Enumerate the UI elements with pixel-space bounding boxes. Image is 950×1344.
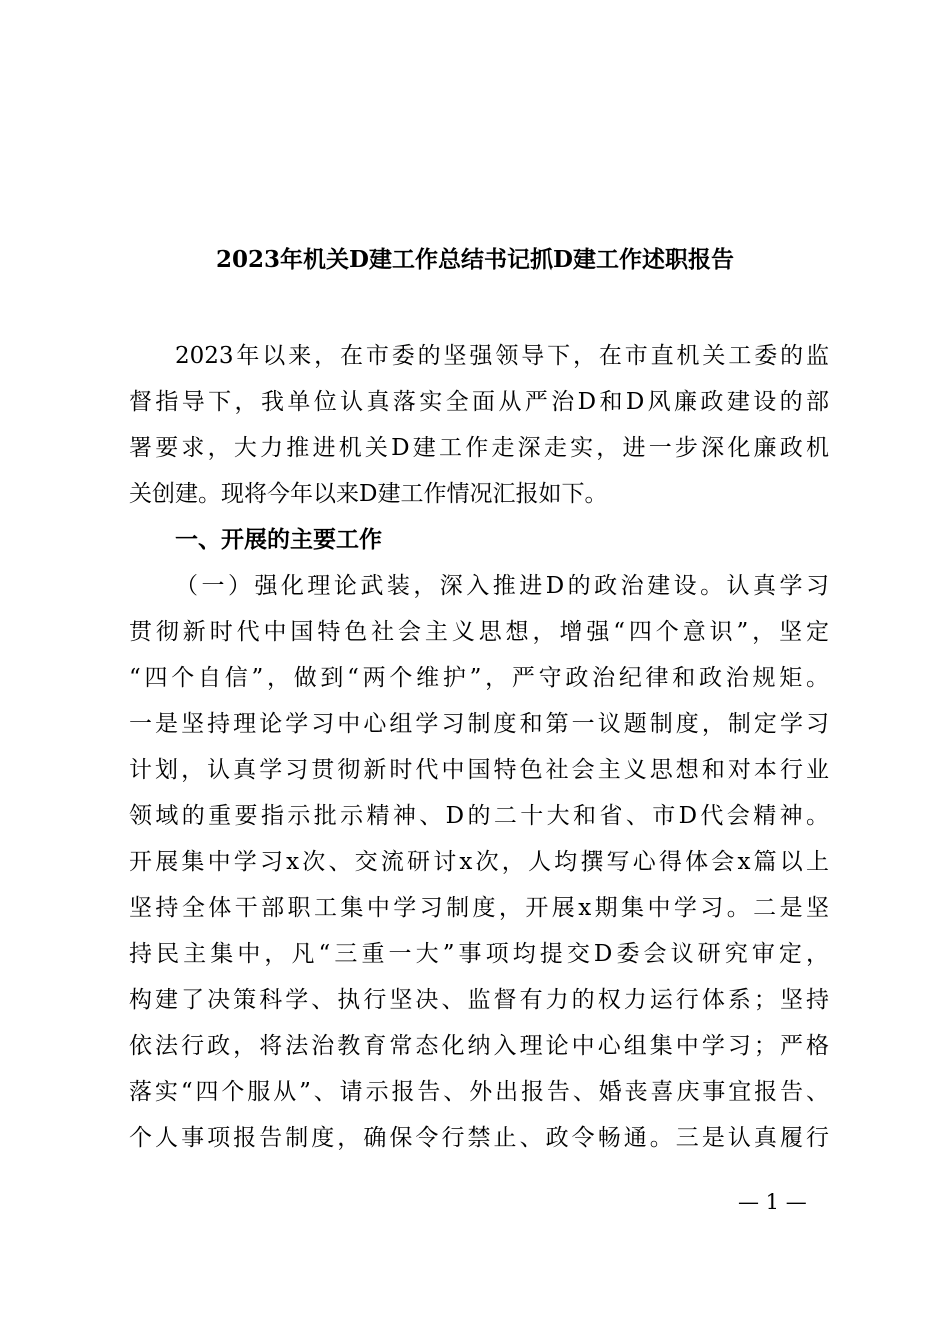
paragraph-line: 署要求，大力推进机关D建工作走深走实，进一步深化廉政机	[129, 435, 829, 461]
paragraph-line: 落实“四个服从”、请示报告、外出报告、婚丧喜庆事宜报告、	[129, 1079, 829, 1105]
page-number: — 1 —	[738, 1190, 807, 1214]
paragraph-line: 关创建。现将今年以来D建工作情况汇报如下。	[129, 481, 608, 507]
paragraph-line: “四个自信”，做到“两个维护”，严守政治纪律和政治规矩。	[129, 665, 829, 691]
paragraph-line: 坚持全体干部职工集中学习制度，开展x期集中学习。二是坚	[129, 895, 829, 921]
paragraph-line: 督指导下，我单位认真落实全面从严治D和D风廉政建设的部	[129, 389, 829, 415]
paragraph-line: 开展集中学习x次、交流研讨x次，人均撰写心得体会x篇以上	[129, 849, 829, 875]
paragraph-line: 2023年以来，在市委的坚强领导下，在市直机关工委的监	[175, 343, 829, 369]
document-body	[129, 333, 829, 1161]
paragraph-line: 计划，认真学习贯彻新时代中国特色社会主义思想和对本行业	[129, 757, 829, 783]
paragraph-line: 持民主集中，凡“三重一大”事项均提交D委会议研究审定，	[129, 941, 829, 967]
section-heading: 一、开展的主要工作	[175, 527, 382, 553]
document-title: 2023年机关D建工作总结书记抓D建工作述职报告	[216, 246, 734, 273]
paragraph-line: 依法行政，将法治教育常态化纳入理论中心组集中学习；严格	[129, 1033, 829, 1059]
paragraph-line: 领域的重要指示批示精神、D的二十大和省、市D代会精神。	[129, 803, 829, 829]
paragraph-line: 一是坚持理论学习中心组学习制度和第一议题制度，制定学习	[129, 711, 829, 737]
paragraph-line: 贯彻新时代中国特色社会主义思想，增强“四个意识”，坚定	[129, 619, 829, 645]
paragraph-line: （一）强化理论武装，深入推进D的政治建设。认真学习	[175, 573, 829, 599]
paragraph-line: 个人事项报告制度，确保令行禁止、政令畅通。三是认真履行	[129, 1125, 829, 1151]
paragraph-line: 构建了决策科学、执行坚决、监督有力的权力运行体系；坚持	[129, 987, 829, 1013]
